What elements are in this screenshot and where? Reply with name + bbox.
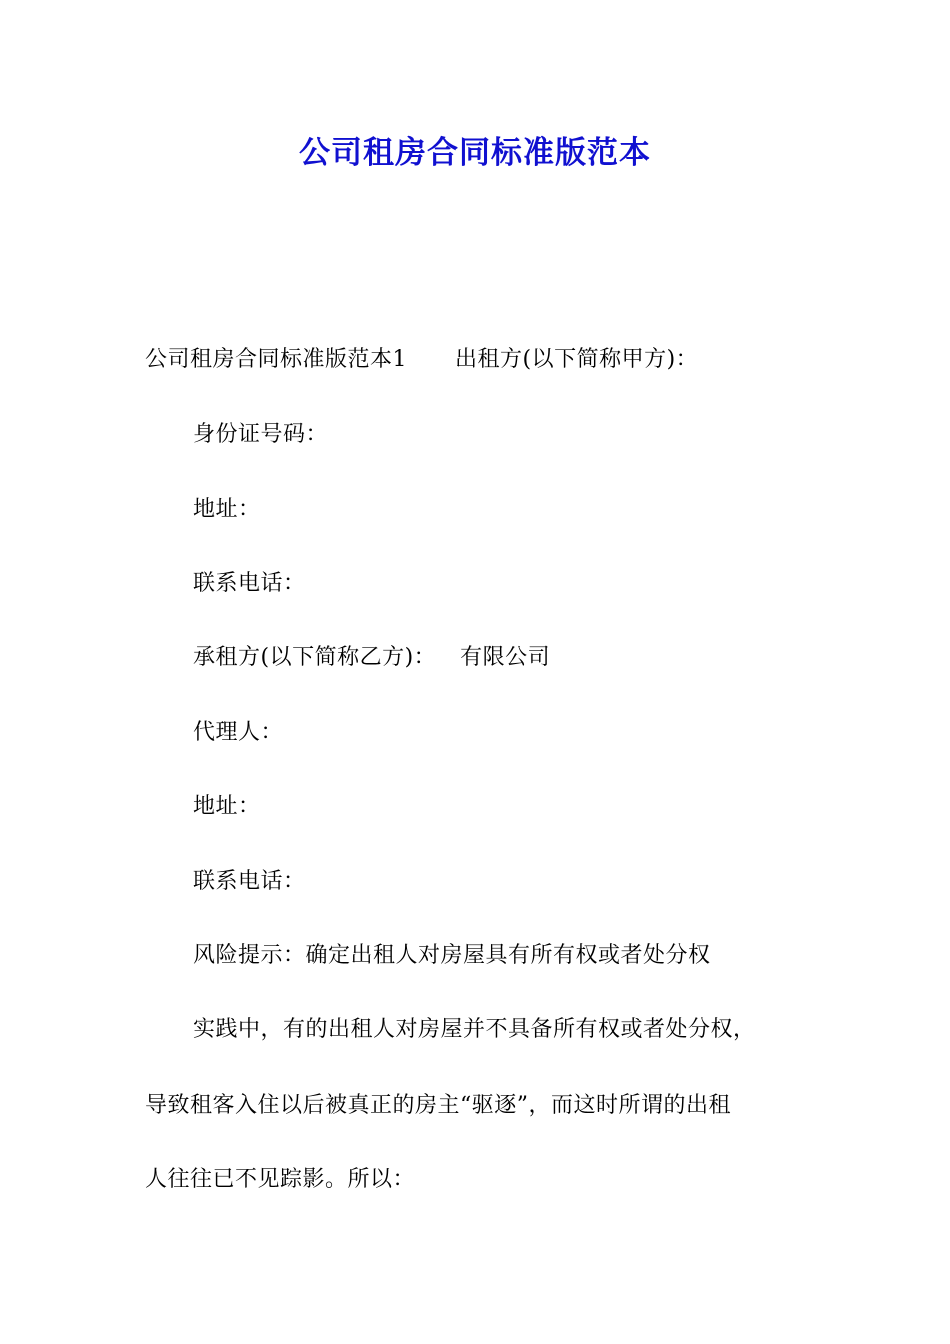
paragraph-line-3: 人往往已不见踪影。所以：	[145, 1167, 416, 1192]
paragraph-line-2: 导致租客入住以后被真正的房主“驱逐”，而这时所谓的出租	[145, 1093, 731, 1118]
lessee-phone-line: 联系电话：	[193, 869, 306, 894]
id-number-line: 身份证号码：	[193, 422, 329, 447]
lessee-address-line: 地址：	[193, 794, 261, 819]
lessee-company: 有限公司	[460, 645, 551, 670]
paragraph-line-1: 实践中，有的出租人对房屋并不具备所有权或者处分权，	[193, 1017, 756, 1042]
risk-warning-line: 风险提示：确定出租人对房屋具有所有权或者处分权	[193, 943, 711, 968]
contract-version-label: 公司租房合同标准版范本1	[145, 347, 407, 372]
document-title: 公司租房合同标准版范本	[299, 135, 651, 171]
lessee-label: 承租方(以下简称乙方)：	[193, 645, 437, 670]
lessor-address-line: 地址：	[193, 497, 261, 522]
lessor-phone-line: 联系电话：	[193, 571, 306, 596]
lessee-line	[193, 642, 550, 674]
heading-line	[145, 344, 698, 376]
lessor-label: 出租方(以下简称甲方)：	[455, 347, 699, 372]
agent-line: 代理人：	[193, 720, 284, 745]
